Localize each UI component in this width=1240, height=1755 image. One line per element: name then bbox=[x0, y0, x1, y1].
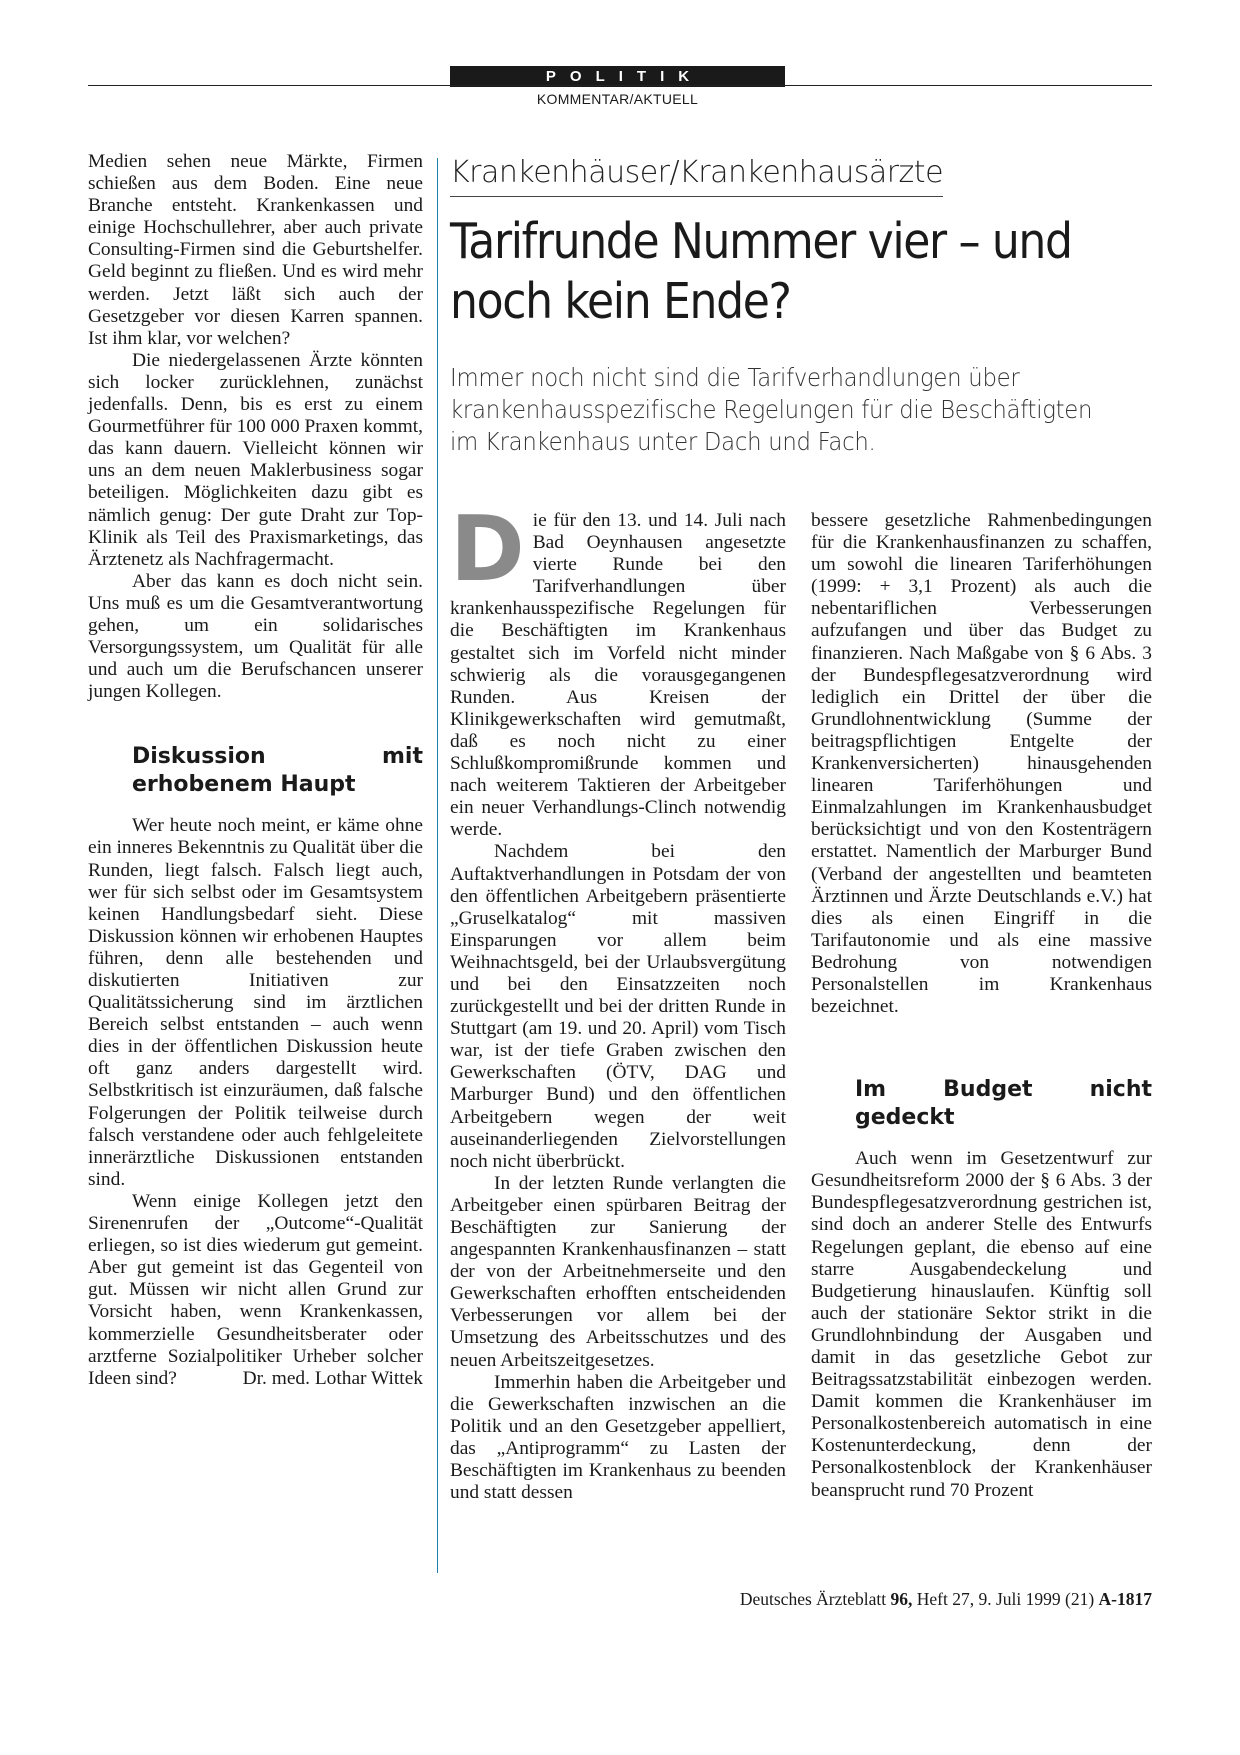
commentary-last-text: Wenn einige Kollegen jetzt den Sirenenrufen der „Outcome“-Qualität erliegen, so ist dies wiederum gut gemeint. Aber gut gemeint ist das Gegenteil von gut. Müssen wir nicht allen Grund zur Vorsicht haben, wenn Krankenkassen, kommerzielle Gesundheitsberater oder arztferne Sozialpolitiker Urheber solcher Ideen sind? bbox=[88, 1190, 423, 1389]
journal-issue: Heft 27, 9. Juli 1999 (21) bbox=[916, 1589, 1095, 1609]
article-paragraph: Nachdem bei den Auftaktverhandlungen in Potsdam der von den öffentlichen Arbeitgebern präsentierte „Gruselkatalog“ mit massiven Einsparungen vor allem beim Weihnachtsgeld, bei der Urlaubsvergütung und bei den Einsatzzeiten noch zurückgestellt und bei der dritten Runde in Stuttgart (am 19. und 20. April) vom Tisch war, ist der tiefe Graben zwischen den Gewerkschaften (ÖTV, DAG und Marburger Bund) und den öffentlichen Arbeitgebern wegen der weit auseinanderliegenden Zielvorstellungen noch nicht überbrückt. bbox=[450, 841, 786, 1172]
article-paragraph bbox=[450, 497, 786, 841]
article-paragraph: Immerhin haben die Arbeitgeber und die Gewerkschaften inzwischen an die Politik und an den Gesetzgeber appelliert, das „Antiprogramm“ zu Lasten der Beschäftigten im Krankenhaus zu beenden und statt dessen bbox=[450, 1371, 786, 1504]
drop-cap: D bbox=[450, 497, 525, 602]
article-paragraph: bessere gesetzliche Rahmenbedingungen für die Krankenhausfinanzen zu schaffen, um sowohl die linearen Tariferhöhungen (1999: + 3,1 Prozent) als auch die nebentariflichen Verbesserungen aufzufangen und über das Budget zu finanzieren. Nach Maßgabe von § 6 Abs. 3 der Bundespflegesatzverordnung wird lediglich ein Drittel der über die Grundlohnentwicklung (Summe der beitragspflichtigen Entgelte der Krankenversicherten) hinausgehenden linearen Tariferhöhungen und Einmalzahlungen im Krankenhausbudget berücksichtigt und von den Kostenträgern erstattet. Namentlich der Marburger Bund (Verband der angestellten und beamteten Ärztinnen und Ärzte Deutschlands e.V.) hat dies als einen Eingriff in die Tarifautonomie und als eine massive Bedrohung von notwendigen Personalstellen im Krankenhaus bezeichnet. bbox=[811, 510, 1152, 1018]
journal-name: Deutsches Ärzteblatt bbox=[739, 1589, 887, 1609]
commentary-paragraph: Die niedergelassenen Ärzte könnten sich locker zurücklehnen, zunächst jedenfalls. Denn, bis es erst zu einem Gourmetführer für 100 000 Praxen kommt, das kann dauern. Vielleicht können wir uns an dem neuen Maklerbusiness sogar beteiligen. Möglichkeiten dazu gibt es nämlich genug: Der gute Draht zur Top-Klinik als Teil des Praxismarketings, das Ärztenetz als Nachfragermacht. bbox=[88, 349, 423, 570]
article-headline: Tarifrunde Nummer vier – und noch kein Ende? bbox=[450, 213, 1072, 330]
article-column-1 bbox=[450, 497, 786, 1504]
header-rule bbox=[88, 85, 1152, 86]
commentary-paragraph bbox=[88, 1191, 423, 1390]
article-kicker: Krankenhäuser/Krankenhausärzte bbox=[450, 155, 943, 197]
article-first-text: ie für den 13. und 14. Juli nach Bad Oeynhausen angesetzte vierte Runde bei den Tarifverhandlungen über krankenhausspezifische Regelungen für die Beschäftigten im Krankenhaus gestaltet sich im Vorfeld nicht minder schwierig als die vorausgegangenen Runden. Aus Kreisen der Klinikgewerkschaften wird gemutmaßt, daß es noch nicht zu einer Schlußkompromißrunde kommen und nach weiterem Taktieren der Arbeitgeber ein neuer Verhandlungs-Clinch notwendig werde. bbox=[450, 510, 786, 841]
article-paragraph: In der letzten Runde verlangten die Arbeitgeber einen spürbaren Beitrag der Beschäftigten zur Sanierung der angespannten Krankenhausfinanzen – statt der von der Arbeitnehmerseite und den Gewerkschaften erhofften entscheidenden Verbesserungen vor allem bei der Umsetzung des Arbeitsschutzes und des neuen Arbeitszeitgesetzes. bbox=[450, 1172, 786, 1371]
commentary-column bbox=[88, 151, 423, 1390]
author-signature: Dr. med. Lothar Wittek bbox=[242, 1367, 423, 1389]
journal-volume: 96, bbox=[890, 1589, 913, 1609]
section-label: POLITIK bbox=[450, 66, 785, 87]
commentary-subhead: Diskussion mit erhobenem Haupt bbox=[132, 744, 423, 798]
commentary-paragraph: Medien sehen neue Märkte, Firmen schießen aus dem Boden. Eine neue Branche entsteht. Krankenkassen und einige Hochschullehrer, aber auch private Consulting-Firmen sind die Geburtshelfer. Geld beginnt zu fließen. Und es wird mehr werden. Jetzt läßt sich auch der Gesetzgeber vor diesen Karren spannen. Ist ihm klar, vor welchen? bbox=[88, 151, 423, 349]
column-divider bbox=[437, 158, 438, 1573]
commentary-paragraph: Aber das kann es doch nicht sein. Uns muß es um die Gesamtverantwortung gehen, um ein solidarisches Versorgungssystem, um Qualität für alle und auch um die Berufschancen unserer jungen Kollegen. bbox=[88, 570, 423, 703]
article-column-2 bbox=[811, 510, 1152, 1502]
page-number: A-1817 bbox=[1098, 1589, 1152, 1609]
article-paragraph: Auch wenn im Gesetzentwurf zur Gesundheitsreform 2000 der § 6 Abs. 3 der Bundespflegesatzverordnung gestrichen ist, sind doch an anderer Stelle des Entwurfs Regelungen geplant, die ebenso auf eine starre Ausgabendeckelung und Budgetierung hinauslaufen. Künftig soll auch der stationäre Sektor strikt in die Grundlohnbindung der Ausgaben und damit in das gesetzliche Gebot zur Beitragssatzstabilität einbezogen werden. Damit kommen die Krankenhäuser im Personalkostenbereich automatisch in eine Kostenunterdeckung, denn der Personalkostenblock der Krankenhäuser beansprucht rund 70 Prozent bbox=[811, 1148, 1152, 1501]
article-standfirst: Immer noch nicht sind die Tarifverhandlungen über krankenhausspezifische Regelungen für die Beschäftigten im Krankenhaus unter Dach und Fach. bbox=[450, 363, 1093, 456]
article-subhead: Im Budget nicht gedeckt bbox=[855, 1077, 1152, 1131]
commentary-paragraph: Wer heute noch meint, er käme ohne ein inneres Bekenntnis zu Qualität über die Runden, liegt falsch. Falsch liegt auch, wer für sich selbst oder im Gesamtsystem keinen Handlungsbedarf sieht. Diese Diskussion können wir erhobenen Hauptes führen, denn alle bestehenden und diskutierten Initiativen zur Qualitätssicherung sind im ärztlichen Bereich selbst entstanden – auch wenn dies in der öffentlichen Diskussion heute oft ganz anders dargestellt wird. Selbstkritisch ist einzuräumen, daß falsche Folgerungen der Politik teilweise durch falsch verstandene oder auch fehlgeleitete innerärztliche Diskussionen entstanden sind. bbox=[88, 815, 423, 1190]
subsection-label: KOMMENTAR/AKTUELL bbox=[536, 91, 699, 107]
page-footer bbox=[740, 1589, 1152, 1610]
